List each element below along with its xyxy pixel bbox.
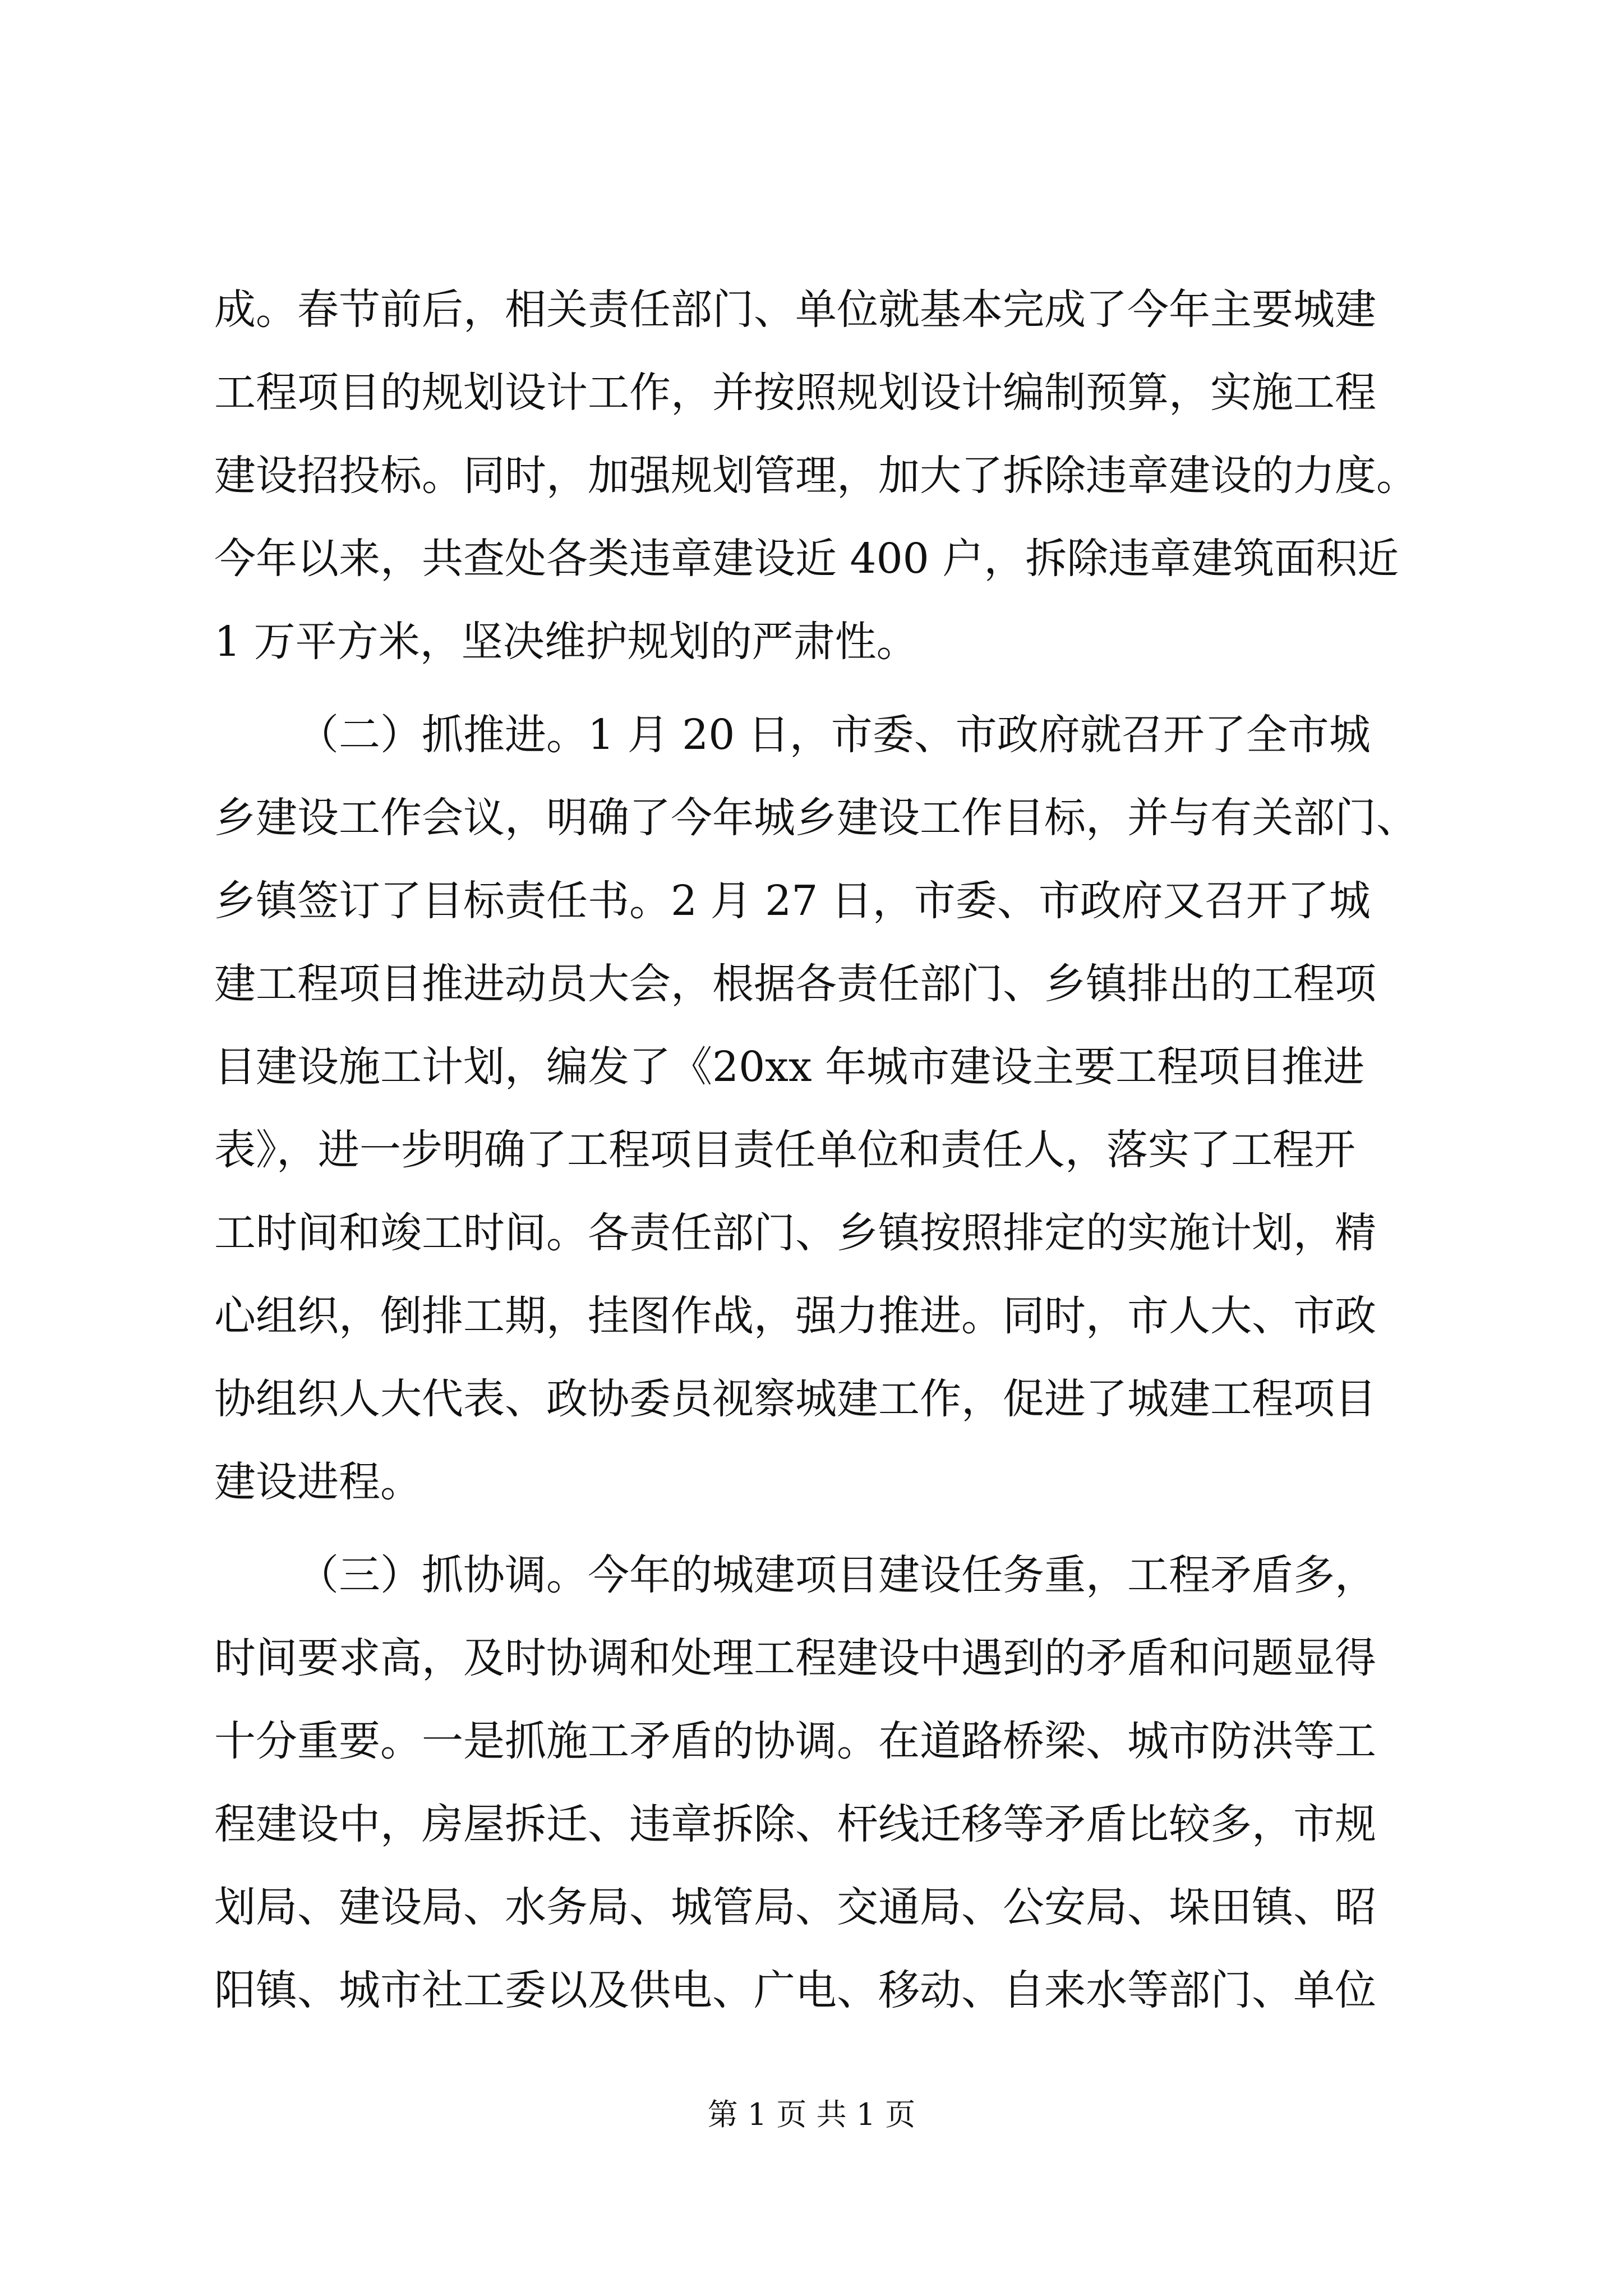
text-line: 建设进程。 [214, 1458, 422, 1506]
text-line: 表》，进一步明确了工程项目责任单位和责任人，落实了工程开 [214, 1126, 1355, 1174]
text-line: 协组织人大代表、政协委员视察城建工作，促进了城建工程项目 [214, 1375, 1376, 1423]
text-line: 1 万平方米，坚决维护规划的严肃性。 [214, 618, 918, 666]
text-line: （三）抓协调。今年的城建项目建设任务重，工程矛盾多， [297, 1551, 1376, 1599]
text-line: 乡镇签订了目标责任书。2 月 27 日，市委、市政府又召开了城 [214, 877, 1371, 925]
text-line: 建设招投标。同时，加强规划管理，加大了拆除违章建设的力度。 [214, 452, 1418, 500]
text-line: （二）抓推进。1 月 20 日，市委、市政府就召开了全市城 [297, 711, 1371, 759]
document-body [214, 268, 1418, 2032]
page-footer [0, 2095, 1623, 2134]
text-line: 心组织，倒排工期，挂图作战，强力推进。同时，市人大、市政 [214, 1292, 1376, 1340]
text-line: 今年以来，共查处各类违章建设近 400 户，拆除违章建筑面积近 [214, 535, 1399, 583]
text-line: 划局、建设局、水务局、城管局、交通局、公安局、垛田镇、昭 [214, 1883, 1376, 1931]
text-line: 程建设中，房屋拆迁、违章拆除、杆线迁移等矛盾比较多，市规 [214, 1800, 1376, 1848]
text-line: 成。春节前后，相关责任部门、单位就基本完成了今年主要城建 [214, 286, 1376, 334]
text-line: 乡建设工作会议，明确了今年城乡建设工作目标，并与有关部门、 [214, 794, 1418, 842]
text-line: 工程项目的规划设计工作，并按照规划设计编制预算，实施工程 [214, 369, 1376, 417]
text-line: 建工程项目推进动员大会，根据各责任部门、乡镇排出的工程项 [214, 960, 1376, 1008]
paragraph-gap [214, 1524, 1414, 1534]
page-number: 第 1 页 共 1 页 [707, 2097, 916, 2132]
text-line: 工时间和竣工时间。各责任部门、乡镇按照排定的实施计划，精 [214, 1209, 1376, 1257]
paragraph-gap [214, 683, 1414, 693]
text-line: 十分重要。一是抓施工矛盾的协调。在道路桥梁、城市防洪等工 [214, 1717, 1376, 1765]
text-line: 目建设施工计划，编发了《20xx 年城市建设主要工程项目推进 [214, 1043, 1365, 1091]
text-line: 时间要求高，及时协调和处理工程建设中遇到的矛盾和问题显得 [214, 1634, 1376, 1682]
text-line: 阳镇、城市社工委以及供电、广电、移动、自来水等部门、单位 [214, 1966, 1376, 2014]
